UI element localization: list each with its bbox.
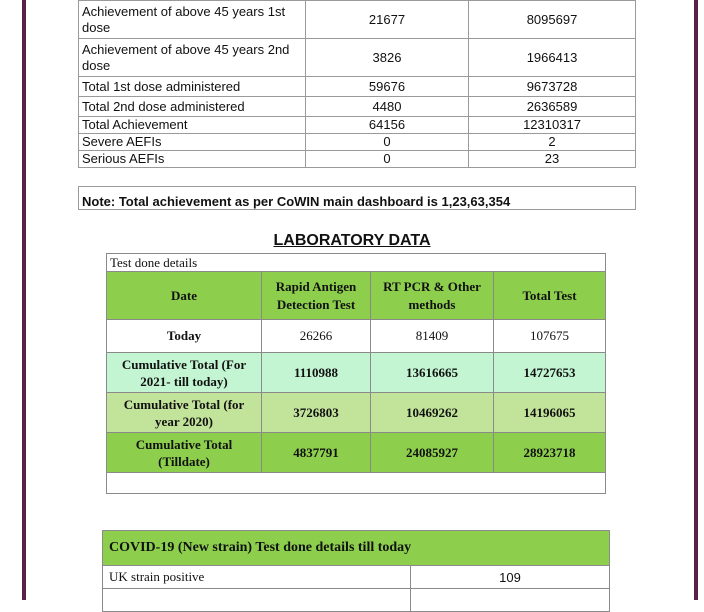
table-row xyxy=(79,77,636,97)
table-row xyxy=(79,1,636,39)
cumulative-value: 23 xyxy=(469,151,636,168)
table-row xyxy=(107,433,606,473)
note-row xyxy=(79,187,636,210)
row-label: Serious AEFIs xyxy=(79,151,306,168)
cumulative-value: 9673728 xyxy=(469,77,636,97)
cowin-note: Note: Total achievement as per CoWIN main dashboard is 1,23,63,354 xyxy=(79,187,636,210)
today-value: 59676 xyxy=(306,77,469,97)
row-label: Today xyxy=(107,320,262,353)
table-row xyxy=(107,320,606,353)
row-label: Total 2nd dose administered xyxy=(79,97,306,117)
table-row-empty xyxy=(107,473,606,494)
cumulative-value: 1966413 xyxy=(469,39,636,77)
header-row xyxy=(107,272,606,320)
today-value: 0 xyxy=(306,134,469,151)
cumulative-value: 2 xyxy=(469,134,636,151)
cumulative-value: 12310317 xyxy=(469,117,636,134)
table-row xyxy=(79,151,636,168)
table-row xyxy=(103,566,610,589)
total-value: 14727653 xyxy=(494,353,606,393)
today-value: 21677 xyxy=(306,1,469,39)
rapid-value: 26266 xyxy=(262,320,371,353)
header-row xyxy=(103,531,610,566)
rtpcr-value: 10469262 xyxy=(371,393,494,433)
rtpcr-value: 24085927 xyxy=(371,433,494,473)
table-row xyxy=(79,97,636,117)
rapid-value: 3726803 xyxy=(262,393,371,433)
today-value: 64156 xyxy=(306,117,469,134)
cumulative-value: 2636589 xyxy=(469,97,636,117)
row-label: Total 1st dose administered xyxy=(79,77,306,97)
table-row xyxy=(79,117,636,134)
column-header-rapid: Rapid Antigen Detection Test xyxy=(262,272,371,320)
today-value: 3826 xyxy=(306,39,469,77)
row-label: Achievement of above 45 years 2nd dose xyxy=(79,39,306,77)
row-label: Severe AEFIs xyxy=(79,134,306,151)
row-label: Cumulative Total (For 2021- till today) xyxy=(107,353,262,393)
table-row xyxy=(107,393,606,433)
row-label: Cumulative Total (for year 2020) xyxy=(107,393,262,433)
total-value: 14196065 xyxy=(494,393,606,433)
page-border-right xyxy=(694,0,698,600)
table-row-empty xyxy=(79,168,636,187)
page-border-left xyxy=(22,0,26,600)
rtpcr-value: 81409 xyxy=(371,320,494,353)
row-value: 109 xyxy=(411,566,610,589)
cumulative-value: 8095697 xyxy=(469,1,636,39)
rapid-value: 1110988 xyxy=(262,353,371,393)
table-row xyxy=(107,353,606,393)
row-label: Total Achievement xyxy=(79,117,306,134)
rapid-value: 4837791 xyxy=(262,433,371,473)
table-row-cut xyxy=(103,589,610,612)
table-caption-row xyxy=(107,254,606,272)
strain-table-title: COVID-19 (New strain) Test done details till today xyxy=(103,531,610,566)
laboratory-title: LABORATORY DATA xyxy=(273,232,431,249)
total-value: 28923718 xyxy=(494,433,606,473)
vaccination-table xyxy=(78,0,636,210)
row-label: Achievement of above 45 years 1st dose xyxy=(79,1,306,39)
table-row xyxy=(79,39,636,77)
table-caption: Test done details xyxy=(107,254,606,272)
today-value: 0 xyxy=(306,151,469,168)
column-header-date: Date xyxy=(107,272,262,320)
today-value: 4480 xyxy=(306,97,469,117)
table-row xyxy=(79,134,636,151)
row-label: UK strain positive xyxy=(103,566,411,589)
rtpcr-value: 13616665 xyxy=(371,353,494,393)
total-value: 107675 xyxy=(494,320,606,353)
laboratory-table xyxy=(106,253,606,494)
row-label: Cumulative Total (Tilldate) xyxy=(107,433,262,473)
column-header-total: Total Test xyxy=(494,272,606,320)
column-header-rtpcr: RT PCR & Other methods xyxy=(371,272,494,320)
